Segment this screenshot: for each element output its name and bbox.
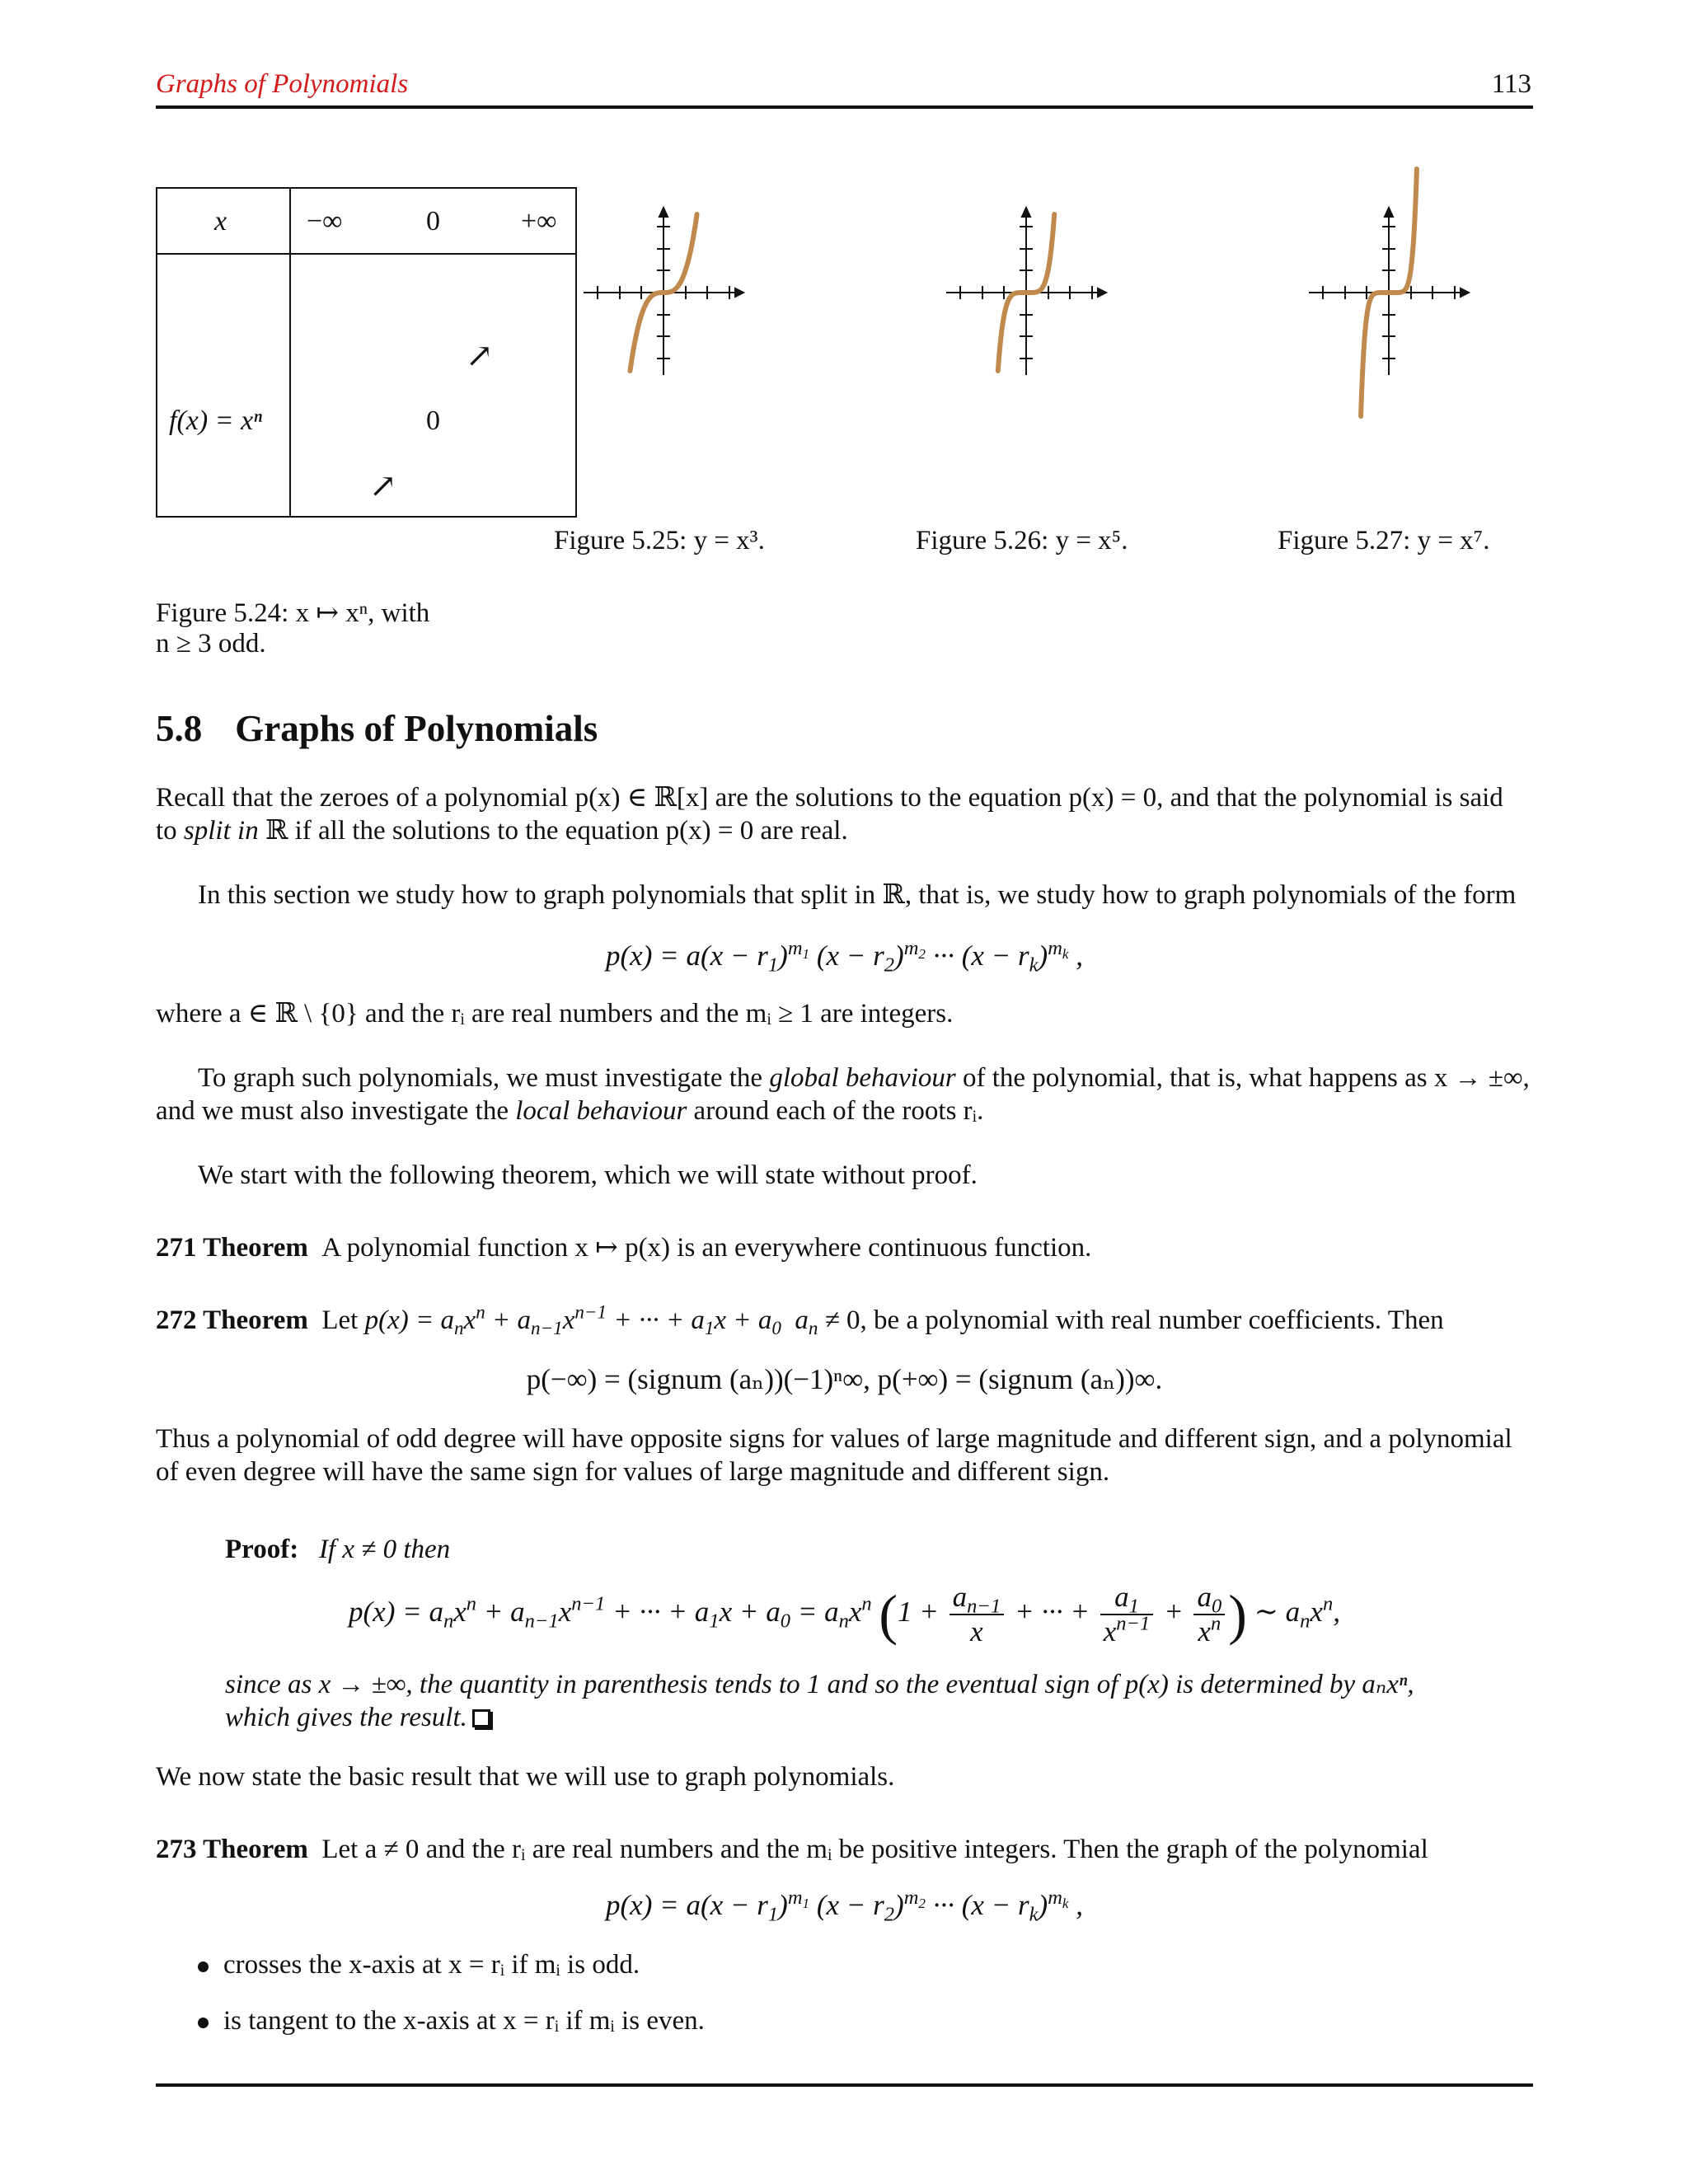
figure-5-25-caption: Figure 5.25: y = x³. bbox=[554, 526, 765, 555]
proof-conclusion-line1: since as x → ±∞, the quantity in parenthesis tends to 1 and so the eventual sign of p(x) is determined by aₙxⁿ, bbox=[225, 1670, 1414, 1699]
footer-rule bbox=[156, 2083, 1533, 2087]
paragraph-5: We start with the following theorem, which we will state without proof. bbox=[198, 1160, 978, 1190]
theorem-272: 272 Theorem Let $p(x) = a_nx^n + a_{n-1}x^{n-1}$ + ··· + $a_1x + a_0$ $a_n \ne 0$, be a polynomial with real number coefficients. Then bbox=[156, 1301, 1444, 1338]
header-rule bbox=[156, 105, 1533, 109]
table-x-label: x bbox=[214, 206, 227, 237]
table-neg-inf: −∞ bbox=[307, 206, 343, 237]
section-title-text: Graphs of Polynomials bbox=[235, 708, 598, 749]
paragraph-4-line1: To graph such polynomials, we must investigate the global behaviour of the polynomial, that is, what happens as x → ±∞, bbox=[198, 1063, 1530, 1093]
figure-5-24-caption-line2: n ≥ 3 odd. bbox=[156, 629, 266, 658]
paragraph-7: We now state the basic result that we will use to graph polynomials. bbox=[156, 1762, 895, 1792]
paragraph-1-line2: to split in ℝ if all the solutions to the equation p(x) = 0 are real. bbox=[156, 816, 848, 846]
equation-limits: p(−∞) = (signum (aₙ))(−1)ⁿ∞, p(+∞) = (signum (aₙ))∞. bbox=[526, 1363, 1163, 1395]
bullet-icon bbox=[198, 2018, 209, 2028]
page-number: 113 bbox=[1491, 69, 1531, 99]
variation-table-divider bbox=[289, 187, 291, 518]
paragraph-6-line1: Thus a polynomial of odd degree will have opposite signs for values of large magnitude and different sign, and a polynomial bbox=[156, 1424, 1512, 1454]
table-f-zero: 0 bbox=[426, 405, 440, 436]
paragraph-2: In this section we study how to graph polynomials that split in ℝ, that is, we study how to graph polynomials of the form bbox=[198, 880, 1517, 910]
paragraph-4-line2: and we must also investigate the local behaviour around each of the roots rᵢ. bbox=[156, 1096, 984, 1126]
figure-5-25-graph bbox=[577, 198, 750, 379]
increasing-arrow-upper: ↗ bbox=[466, 337, 494, 374]
figure-5-27-caption: Figure 5.27: y = x⁷. bbox=[1278, 526, 1490, 555]
running-title: Graphs of Polynomials bbox=[156, 69, 409, 99]
theorem-273: 273 Theorem Let a ≠ 0 and the rᵢ are real numbers and the mᵢ be positive integers. Then the graph of the polynomial bbox=[156, 1835, 1428, 1864]
bullet-icon bbox=[198, 1961, 209, 1972]
theorem-271: 271 Theorem A polynomial function x ↦ p(x) is an everywhere continuous function. bbox=[156, 1233, 1092, 1263]
list-item: crosses the x-axis at x = rᵢ if mᵢ is odd. bbox=[198, 1950, 640, 1980]
increasing-arrow-lower: ↗ bbox=[369, 467, 397, 504]
figure-5-24-caption-line1: Figure 5.24: x ↦ xⁿ, with bbox=[156, 598, 430, 628]
table-f-label: f(x) = xⁿ bbox=[169, 405, 262, 436]
proof-conclusion-line2: which gives the result. bbox=[225, 1701, 490, 1734]
qed-icon bbox=[472, 1709, 490, 1727]
proof-intro: Proof: If x ≠ 0 then bbox=[225, 1535, 451, 1564]
equation-factored-form: $p(x) = a(x - r_1)^{m_1}$ $(x - r_2)^{m_2}$ ··· $(x - r_k)^{m_k}$ , bbox=[606, 936, 1083, 977]
equation-proof: $p(x) = a_nx^n + a_{n-1}x^{n-1}$ + ··· + $a_1x + a_0 = a_nx^n$ (1 + $\frac{a_{n-1}}{x}$ + ··· + $\frac{a_1}{x^{n-1}}$ + $\frac{a_0}{x^n}$ ) ∼ $a_nx^n$, bbox=[349, 1581, 1340, 1647]
theorem-273-label: 273 Theorem bbox=[156, 1835, 308, 1864]
paragraph-6-line2: of even degree will have the same sign for values of large magnitude and different sign. bbox=[156, 1457, 1110, 1487]
theorem-271-label: 271 Theorem bbox=[156, 1233, 308, 1263]
table-pos-inf: +∞ bbox=[521, 206, 557, 237]
paragraph-1-line1: Recall that the zeroes of a polynomial p(x) ∈ ℝ[x] are the solutions to the equation p(x) = 0, and that the polynomial is said bbox=[156, 783, 1503, 813]
variation-table-header-rule bbox=[156, 253, 577, 255]
table-zero: 0 bbox=[426, 206, 440, 237]
list-item: is tangent to the x-axis at x = rᵢ if mᵢ is even. bbox=[198, 2006, 705, 2036]
equation-factored-form-2: $p(x) = a(x - r_1)^{m_1}$ $(x - r_2)^{m_2}$ ··· $(x - r_k)^{m_k}$ , bbox=[606, 1886, 1083, 1926]
figure-5-26-caption: Figure 5.26: y = x⁵. bbox=[916, 526, 1128, 555]
paragraph-3: where a ∈ ℝ \ {0} and the rᵢ are real numbers and the mᵢ ≥ 1 are integers. bbox=[156, 999, 954, 1029]
section-heading bbox=[156, 707, 598, 750]
theorem-272-label: 272 Theorem bbox=[156, 1305, 308, 1335]
proof-label: Proof: bbox=[225, 1535, 299, 1564]
figure-5-26-graph bbox=[940, 198, 1113, 379]
section-number: 5.8 bbox=[156, 708, 203, 749]
figure-5-27-graph bbox=[1302, 165, 1475, 420]
